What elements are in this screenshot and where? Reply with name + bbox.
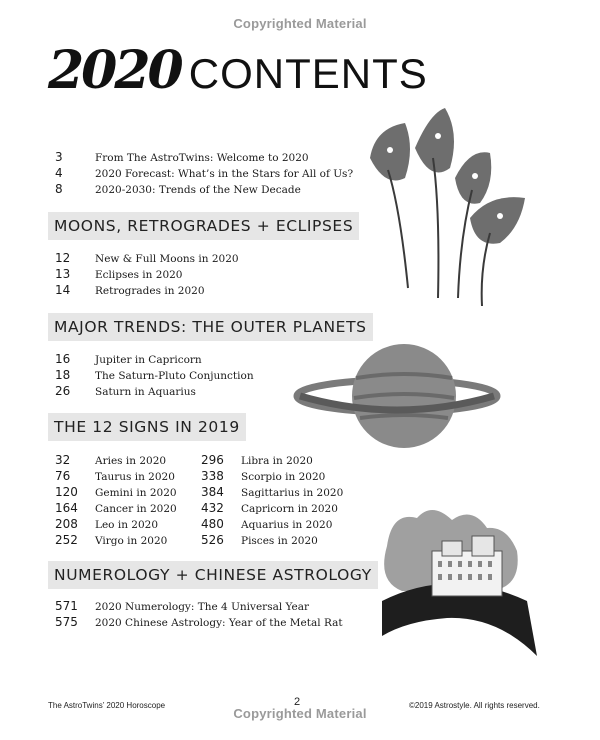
section-header-outer-planets: MAJOR TRENDS: THE OUTER PLANETS: [48, 313, 373, 341]
toc-entry[interactable]: [55, 181, 301, 197]
toc-entry[interactable]: [55, 452, 166, 468]
watermark-bottom: Copyrighted Material: [233, 706, 367, 721]
toc-page-number: 4: [55, 166, 63, 180]
toc-label: New & Full Moons in 2020: [95, 253, 239, 265]
toc-entry[interactable]: [55, 532, 167, 548]
toc-entry[interactable]: [201, 500, 338, 516]
toc-page-number: 3: [55, 150, 63, 164]
toc-label: Retrogrades in 2020: [95, 285, 205, 297]
footer-book-title: The AstroTwins’ 2020 Horoscope: [48, 701, 166, 710]
toc-page-number: 12: [55, 251, 71, 265]
toc-label: 2020-2030: Trends of the New Decade: [95, 184, 301, 196]
footer-page-number: 2: [294, 696, 301, 708]
leaf-icon: [370, 108, 525, 244]
toc-label: From The AstroTwins: Welcome to 2020: [95, 152, 309, 164]
toc-page-number: 13: [55, 267, 71, 281]
toc-entry[interactable]: [201, 484, 343, 500]
toc-entry[interactable]: [55, 614, 343, 630]
toc-page-number: 32: [55, 453, 71, 467]
toc-label: Cancer in 2020: [95, 503, 177, 515]
toc-page-number: 571: [55, 599, 78, 613]
toc-label: Taurus in 2020: [95, 471, 175, 483]
toc-page-number: 338: [201, 469, 224, 483]
section-header-moons: MOONS, RETROGRADES + ECLIPSES: [48, 212, 359, 240]
toc-entry[interactable]: [55, 351, 202, 367]
toc-page-number: 252: [55, 533, 78, 547]
toc-label: Pisces in 2020: [241, 535, 318, 547]
watermark-top: Copyrighted Material: [233, 16, 367, 31]
monstera-leaves-illustration: [360, 108, 540, 308]
toc-page-number: 8: [55, 182, 63, 196]
toc-label: Scorpio in 2020: [241, 471, 326, 483]
title-word: CONTENTS: [188, 50, 428, 97]
toc-page-number: 120: [55, 485, 78, 499]
toc-entry[interactable]: [55, 598, 309, 614]
toc-label: Jupiter in Capricorn: [95, 354, 202, 366]
toc-label: Aries in 2020: [95, 455, 167, 467]
toc-label: 2020 Chinese Astrology: Year of the Metal Rat: [95, 617, 343, 629]
toc-entry[interactable]: [55, 468, 175, 484]
toc-page-number: 18: [55, 368, 71, 382]
toc-label: Leo in 2020: [95, 519, 159, 531]
toc-page-number: 208: [55, 517, 78, 531]
toc-entry[interactable]: [201, 516, 332, 532]
toc-entry[interactable]: [55, 165, 353, 181]
toc-label: Libra in 2020: [241, 455, 313, 467]
toc-page-number: 480: [201, 517, 224, 531]
title-year: 2020: [48, 40, 181, 101]
toc-entry[interactable]: [55, 484, 177, 500]
toc-entry[interactable]: [55, 250, 239, 266]
toc-label: The Saturn-Pluto Conjunction: [95, 370, 254, 382]
toc-page-number: 526: [201, 533, 224, 547]
saturn-illustration: [292, 338, 502, 458]
toc-entry[interactable]: [55, 149, 309, 165]
toc-page-number: 164: [55, 501, 78, 515]
toc-page-number: 432: [201, 501, 224, 515]
toc-label: Virgo in 2020: [95, 535, 168, 547]
toc-entry[interactable]: [55, 500, 177, 516]
toc-entry[interactable]: [55, 367, 254, 383]
section-header-signs: THE 12 SIGNS IN 2019: [48, 413, 246, 441]
toc-label: Capricorn in 2020: [241, 503, 338, 515]
footer-copyright: ©2019 Astrostyle. All rights reserved.: [409, 701, 540, 710]
city-illustration: [372, 506, 542, 661]
toc-page-number: 14: [55, 283, 71, 297]
toc-page-number: 26: [55, 384, 71, 398]
section-header-numerology: NUMEROLOGY + CHINESE ASTROLOGY: [48, 561, 378, 589]
toc-page-number: 76: [55, 469, 71, 483]
toc-entry[interactable]: [55, 282, 205, 298]
toc-label: Aquarius in 2020: [241, 519, 333, 531]
toc-label: Sagittarius in 2020: [241, 487, 344, 499]
toc-page-number: 384: [201, 485, 224, 499]
toc-entry[interactable]: [201, 532, 318, 548]
toc-label: Gemini in 2020: [95, 487, 177, 499]
toc-entry[interactable]: [55, 516, 158, 532]
toc-entry[interactable]: [201, 468, 325, 484]
toc-label: 2020 Numerology: The 4 Universal Year: [95, 601, 310, 613]
toc-label: Saturn in Aquarius: [95, 386, 196, 398]
page-title: [48, 40, 428, 101]
toc-label: 2020 Forecast: What’s in the Stars for All of Us?: [95, 168, 354, 180]
toc-entry[interactable]: [55, 383, 196, 399]
toc-page-number: 575: [55, 615, 78, 629]
toc-label: Eclipses in 2020: [95, 269, 183, 281]
toc-page-number: 296: [201, 453, 224, 467]
toc-page-number: 16: [55, 352, 71, 366]
toc-entry[interactable]: [55, 266, 183, 282]
